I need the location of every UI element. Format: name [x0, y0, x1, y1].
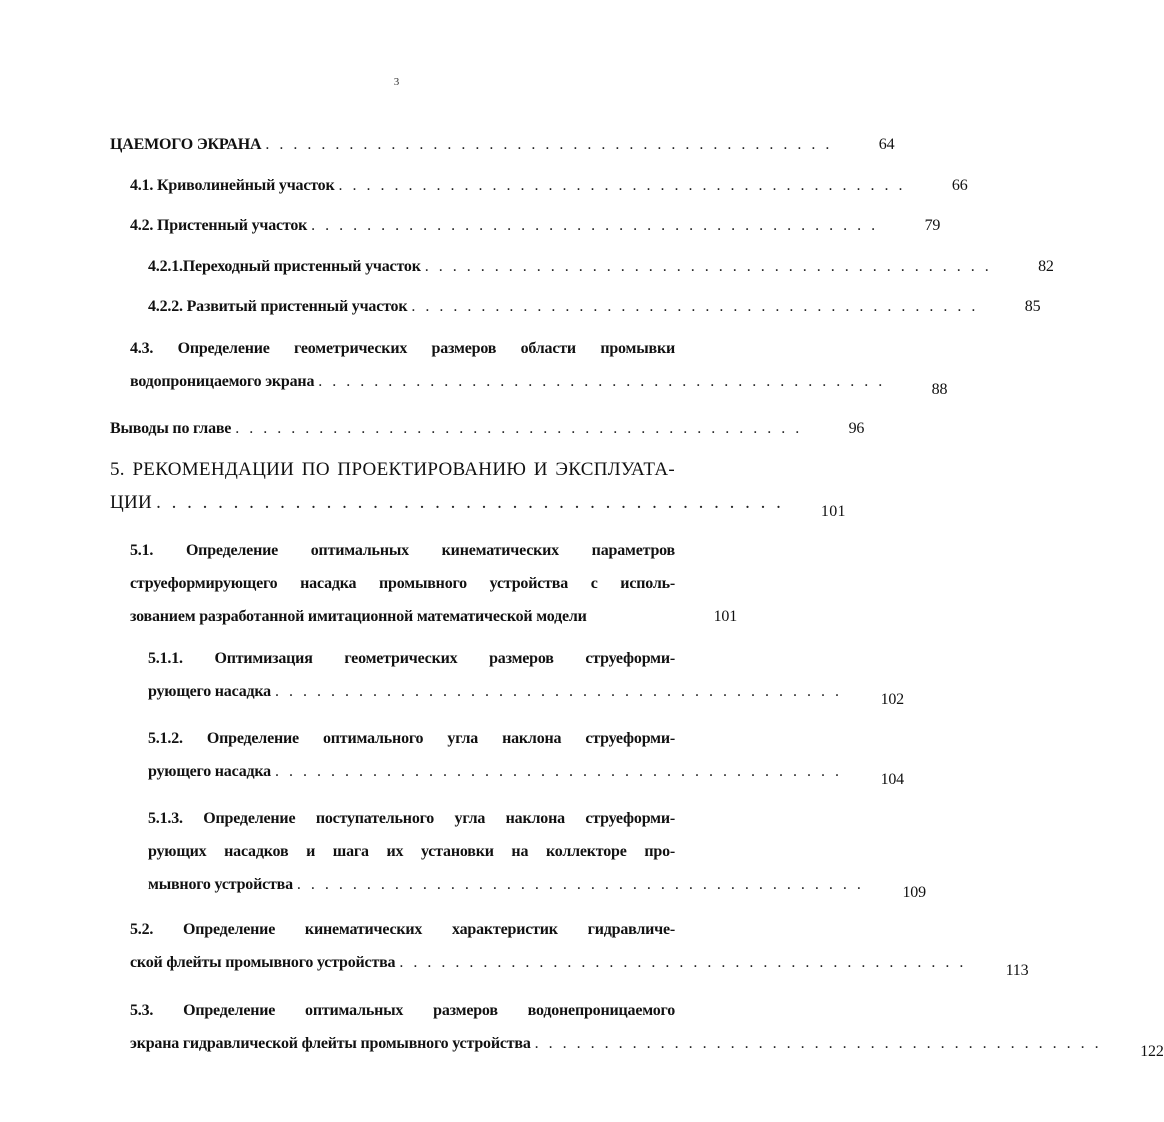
- leader-dots: . . . . . . . . . . . . . . . . . . . . . . . . . . . . . . . . . . . . . . . . .: [296, 876, 864, 893]
- leader-dots: . . . . . . . . . . . . . . . . . . . . . . . . . . . . . . . . . . . . . . . . .: [274, 763, 842, 780]
- toc-entry-title-line: струеформирующего насадка промывного устройства с исполь-: [130, 575, 675, 592]
- toc-entry-title-line: 5. РЕКОМЕНДАЦИИ ПО ПРОЕКТИРОВАНИЮ И ЭКСПЛУАТА-: [110, 459, 675, 480]
- page-number: 3: [393, 76, 400, 88]
- toc-entry-title: рующего насадка: [148, 683, 271, 700]
- leader-dots: . . . . . . . . . . . . . . . . . . . . . . . . . . . . . . . . . . . . . . . . .: [534, 1035, 1102, 1052]
- toc-entry-page: 109: [902, 884, 926, 901]
- toc-entry[interactable]: [148, 290, 1041, 323]
- toc-entry-title: водопроницаемого экрана: [130, 373, 315, 390]
- toc-entry-title: ской флейты промывного устройства: [130, 954, 396, 971]
- toc-entry-page: 113: [1005, 962, 1029, 979]
- toc-entry-page: 102: [880, 691, 904, 708]
- toc-entry-title-line: 5.1. Определение оптимальных кинематических параметров: [130, 542, 675, 559]
- toc-entry-page: 122: [1140, 1043, 1164, 1060]
- toc-entry-page: 82: [1038, 258, 1054, 275]
- toc-entry[interactable]: [130, 209, 941, 242]
- leader-dots: . . . . . . . . . . . . . . . . . . . . . . . . . . . . . . . . . . . . . . . . .: [156, 492, 784, 513]
- toc-entry-title: экрана гидравлической флейты промывного устройства: [130, 1035, 531, 1052]
- toc-entry-page: 85: [1024, 298, 1041, 315]
- toc-entry[interactable]: [148, 250, 1054, 283]
- toc-entry[interactable]: [130, 913, 1029, 979]
- leader-dots: . . . . . . . . . . . . . . . . . . . . . . . . . . . . . . . . . . . . . . . . .: [399, 954, 967, 971]
- toc-entry-title-line: рующих насадков и шага их установки на коллекторе про-: [148, 843, 675, 860]
- toc-entry[interactable]: [148, 642, 904, 708]
- toc-entry-title-line: 5.2. Определение кинематических характеристик гидравличе-: [130, 921, 675, 938]
- toc-entry-title: 4.2.2. Развитый пристенный участок: [148, 298, 408, 315]
- leader-dots: . . . . . . . . . . . . . . . . . . . . . . . . . . . . . . . . . . . . . . . . .: [318, 373, 886, 390]
- toc-entry[interactable]: [148, 802, 926, 901]
- toc-entry-page: 66: [951, 177, 968, 194]
- leader-dots: . . . . . . . . . . . . . . . . . . . . . . . . . . . . . . . . . . . . . . . . .: [311, 217, 879, 234]
- leader-dots: . . . . . . . . . . . . . . . . . . . . . . . . . . . . . . . . . . . . . . . . .: [338, 177, 906, 194]
- leader-dots: . . . . . . . . . . . . . . . . . . . . . . . . . . . . . . . . . . . . . . . . .: [424, 258, 992, 275]
- toc-entry-title: мывного устройства: [148, 876, 293, 893]
- toc-entry-title: Выводы по главе: [110, 420, 232, 437]
- toc-entry-page: 88: [931, 381, 948, 398]
- toc-entry-title: рующего насадка: [148, 763, 271, 780]
- toc-entry-title: ЦИИ: [110, 492, 153, 513]
- toc-entry-title-line: 5.1.3. Определение поступательного угла наклона струеформи-: [148, 810, 675, 827]
- toc-entry-title-line: 5.1.2. Определение оптимального угла наклона струеформи-: [148, 730, 675, 747]
- leader-dots: . . . . . . . . . . . . . . . . . . . . . . . . . . . . . . . . . . . . . . . . .: [411, 298, 979, 315]
- toc-entry-page: 104: [880, 771, 904, 788]
- toc-entry[interactable]: [148, 722, 904, 788]
- toc-entry[interactable]: [130, 332, 948, 398]
- toc-entry[interactable]: [130, 169, 968, 202]
- toc-entry[interactable]: [130, 994, 1164, 1060]
- leader-dots: . . . . . . . . . . . . . . . . . . . . . . . . . . . . . . . . . . . . . . . . .: [274, 683, 842, 700]
- toc-entry-title-line: 5.3. Определение оптимальных размеров водонепроницаемого: [130, 1002, 675, 1019]
- toc-entry[interactable]: [110, 453, 846, 520]
- toc-entry-title: 4.2. Пристенный участок: [130, 217, 308, 234]
- leader-dots: . . . . . . . . . . . . . . . . . . . . . . . . . . . . . . . . . . . . . . . . .: [235, 420, 803, 437]
- toc-entry-page: 101: [713, 608, 737, 625]
- toc-entry-title: 4.1. Криволинейный участок: [130, 177, 335, 194]
- toc-entry-title: 4.2.1.Переходный пристенный участок: [148, 258, 421, 275]
- toc-entry-page: 79: [924, 217, 941, 234]
- toc-entry-title: зованием разработанной имитационной математической модели: [130, 608, 587, 625]
- toc-entry-title-line: 4.3. Определение геометрических размеров области промывки: [130, 340, 675, 357]
- toc-entry-page: 96: [848, 420, 865, 437]
- toc-entry-title-line: 5.1.1. Оптимизация геометрических размеров струеформи-: [148, 650, 675, 667]
- toc-entry[interactable]: [130, 534, 737, 633]
- leader-dots: . . . . . . . . . . . . . . . . . . . . . . . . . . . . . . . . . . . . . . . . .: [265, 136, 833, 153]
- toc-entry-page: 101: [820, 503, 846, 520]
- toc-entry-page: 64: [878, 136, 895, 153]
- toc-entry-title: ЦАЕМОГО ЭКРАНА: [110, 136, 262, 153]
- toc-entry[interactable]: [110, 412, 865, 445]
- toc-entry[interactable]: [110, 128, 895, 161]
